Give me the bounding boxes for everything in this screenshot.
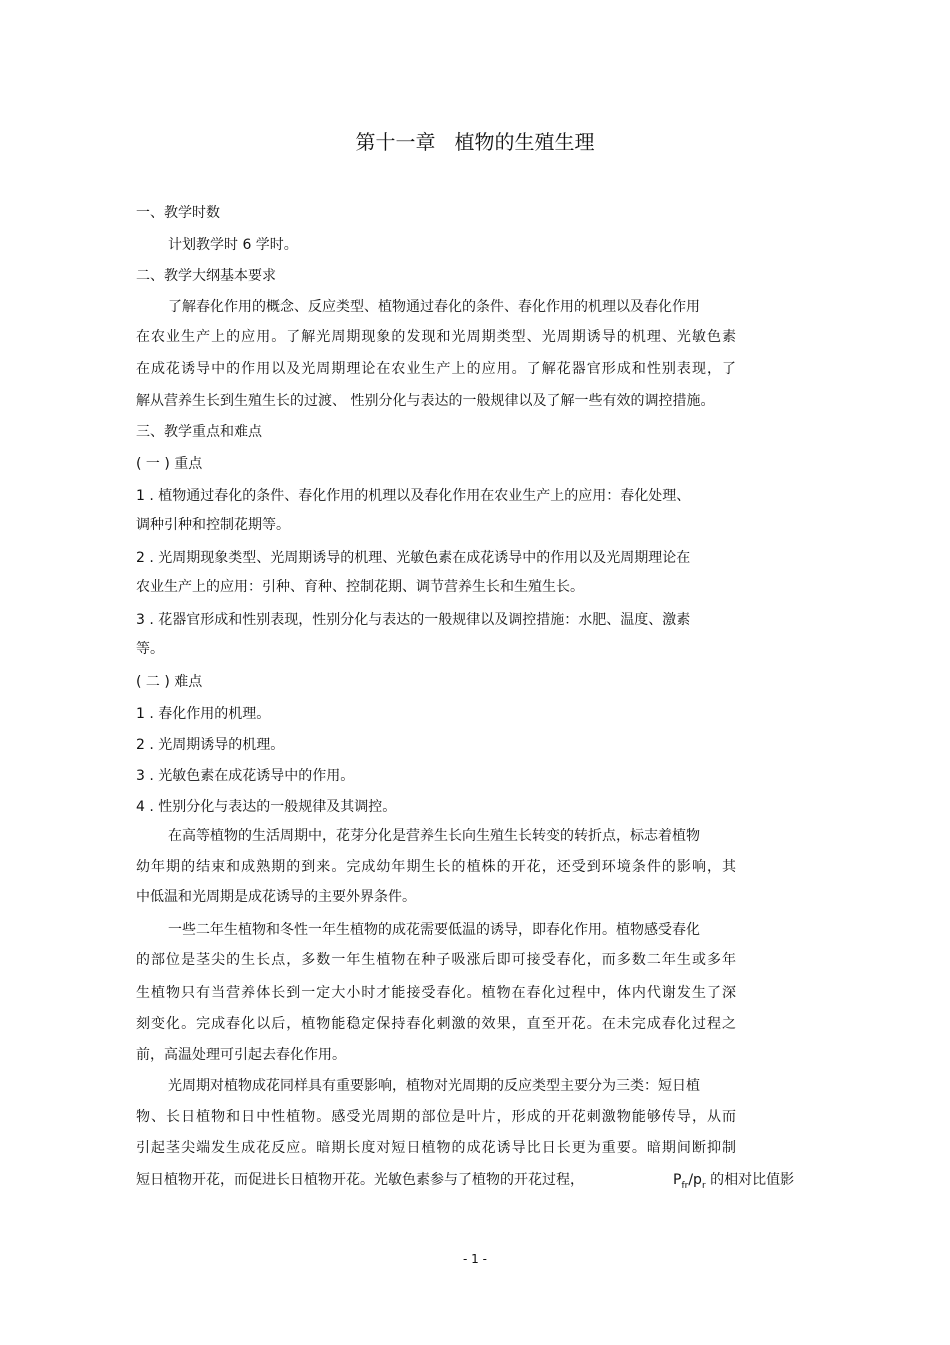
body-line: 刻变化。完成春化以后，植物能稳定保持春化刺激的效果，直至开花。在未完成春化过程之: [136, 1016, 736, 1032]
pfr-ratio-text: [673, 1170, 794, 1196]
list-item: 3 . 光敏色素在成花诱导中的作用。: [136, 768, 355, 784]
body-line: 物、长日植物和日中性植物。感受光周期的部位是叶片，形成的开花刺激物能够传导，从而: [136, 1109, 736, 1125]
body-line: 生植物只有当营养体长到一定大小时才能接受春化。植物在春化过程中，体内代谢发生了深: [136, 985, 736, 1001]
list-item-continued: 农业生产上的应用：引种、育种、控制花期、调节营养生长和生殖生长。: [136, 579, 584, 595]
list-item: 3 . 花器官形成和性别表现，性别分化与表达的一般规律以及调控措施：水肥、温度、激素: [136, 612, 691, 628]
section-heading-3: 三、教学重点和难点: [136, 424, 262, 440]
subheading-key-points: ( 一 ) 重点: [136, 456, 203, 472]
list-item: 4 . 性别分化与表达的一般规律及其调控。: [136, 799, 397, 815]
pfr-tail: 的相对比值影: [705, 1172, 795, 1188]
body-line: 光周期对植物成花同样具有重要影响，植物对光周期的反应类型主要分为三类：短日植: [168, 1078, 700, 1094]
body-line: 在高等植物的生活周期中，花芽分化是营养生长向生殖生长转变的转折点，标志着植物: [168, 828, 700, 844]
section-heading-2: 二、教学大纲基本要求: [136, 268, 276, 284]
list-item-continued: 调种引种和控制花期等。: [136, 517, 290, 533]
body-line: 在农业生产上的应用。了解光周期现象的发现和光周期类型、光周期诱导的机理、光敏色素: [136, 329, 736, 345]
body-line: 一些二年生植物和冬性一年生植物的成花需要低温的诱导，即春化作用。植物感受春化: [168, 922, 700, 938]
page-number: - 1 -: [463, 1252, 487, 1266]
body-line: 解从营养生长到生殖生长的过渡、 性别分化与表达的一般规律以及了解一些有效的调控措施。: [136, 393, 715, 409]
section-heading-1: 一、教学时数: [136, 205, 220, 221]
body-line: 了解春化作用的概念、反应类型、植物通过春化的条件、春化作用的机理以及春化作用: [168, 299, 700, 315]
body-line: 在成花诱导中的作用以及光周期理论在农业生产上的应用。了解花器官形成和性别表现，了: [136, 361, 736, 377]
chapter-title: 第十一章 植物的生殖生理: [355, 130, 595, 154]
pfr-subscript-fr: fr: [681, 1180, 689, 1191]
list-item-continued: 等。: [136, 641, 164, 657]
body-line: 引起茎尖端发生成花反应。暗期长度对短日植物的成花诱导比日长更为重要。暗期间断抑制: [136, 1140, 736, 1156]
subheading-difficulties: ( 二 ) 难点: [136, 674, 203, 690]
pfr-middle: /p: [688, 1172, 702, 1188]
body-line: 的部位是茎尖的生长点，多数一年生植物在种子吸涨后即可接受春化，而多数二年生或多年: [136, 952, 736, 968]
body-line: 短日植物开花，而促进长日植物开花。光敏色素参与了植物的开花过程，: [136, 1172, 584, 1188]
list-item: 1 . 春化作用的机理。: [136, 706, 271, 722]
body-line: 中低温和光周期是成花诱导的主要外界条件。: [136, 889, 416, 905]
list-item: 2 . 光周期诱导的机理。: [136, 737, 285, 753]
pfr-subscript-r: r: [701, 1180, 706, 1191]
body-line: 幼年期的结束和成熟期的到来。完成幼年期生长的植株的开花，还受到环境条件的影响，其: [136, 859, 736, 875]
list-item: 1 . 植物通过春化的条件、春化作用的机理以及春化作用在农业生产上的应用：春化处理、: [136, 488, 691, 504]
body-line: 前，高温处理可引起去春化作用。: [136, 1047, 346, 1063]
pfr-p: P: [673, 1172, 682, 1188]
list-item: 2 . 光周期现象类型、光周期诱导的机理、光敏色素在成花诱导中的作用以及光周期理论在: [136, 550, 691, 566]
body-line: 计划教学时 6 学时。: [168, 237, 298, 253]
